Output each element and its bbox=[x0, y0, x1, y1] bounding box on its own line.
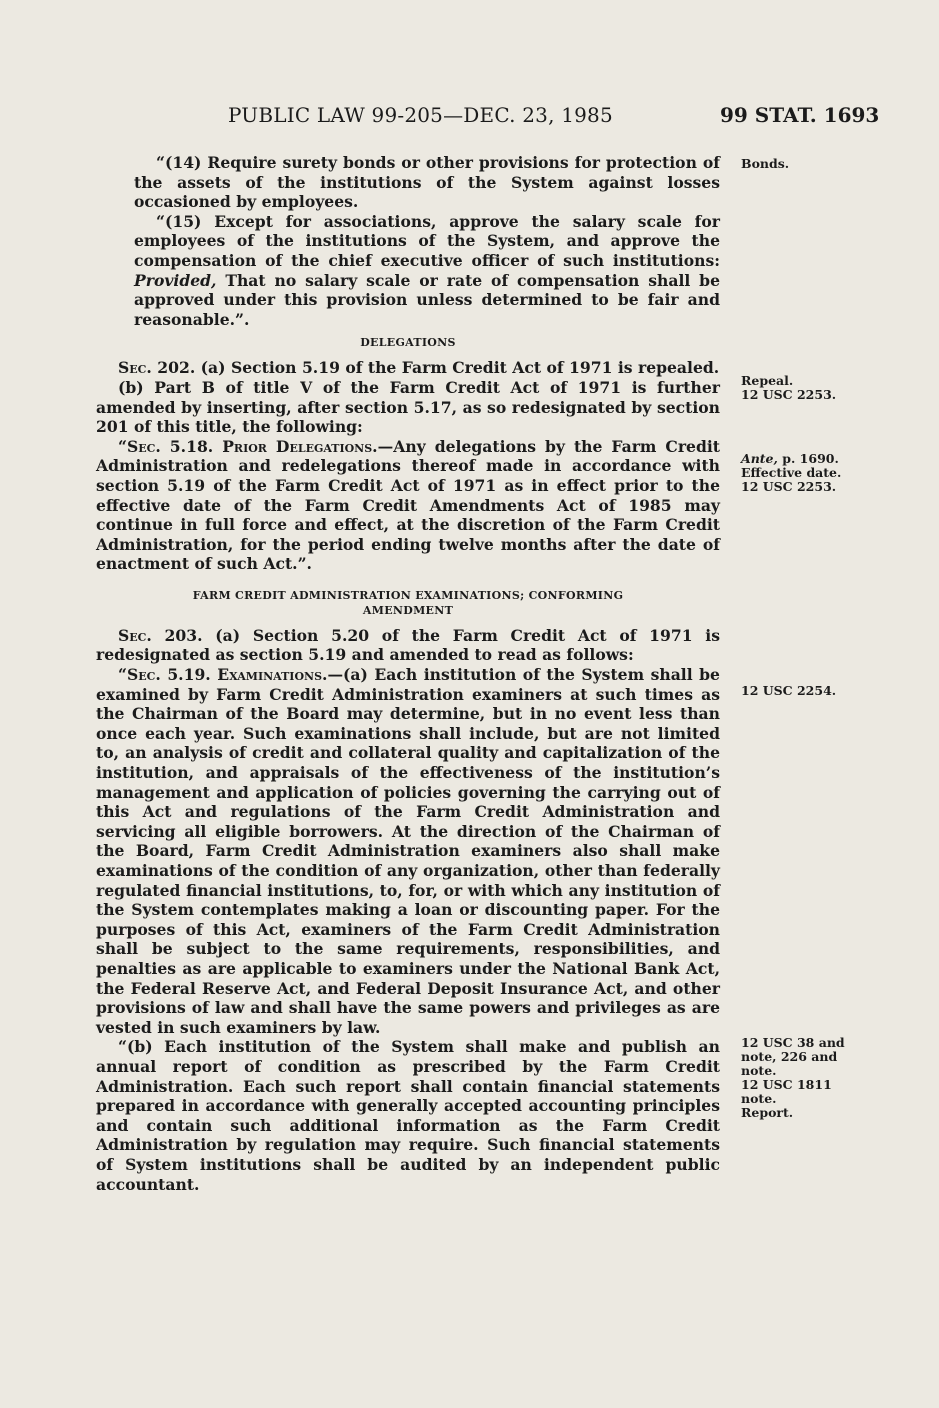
heading-delegations: DELEGATIONS bbox=[360, 336, 456, 350]
margin-note-2254: 12 USC 2254. bbox=[741, 683, 837, 698]
running-head: PUBLIC LAW 99-205—DEC. 23, 1985 bbox=[228, 103, 613, 127]
margin-note-ante: Ante, p. 1690. Effective date. 12 USC 2253. bbox=[741, 451, 842, 494]
margin-note-repeal: Repeal. 12 USC 2253. bbox=[741, 373, 837, 402]
section-caption: Examinations. bbox=[217, 665, 328, 685]
heading-examinations: FARM CREDIT ADMINISTRATION EXAMINATIONS; CONFORMING AMENDMENT bbox=[192, 588, 624, 617]
sec-203-a: Sec. 203. (a) Section 5.20 of the Farm Credit Act of 1971 is redesignated as section 5.19 and amended to read as follows: bbox=[96, 625, 720, 665]
body-text bbox=[96, 153, 720, 1194]
para-14: “(14) Require surety bonds or other provisions for protection of the assets of the institutions of the System against losses occasioned by employees. bbox=[134, 153, 720, 212]
sec-202-b: (b) Part B of title V of the Farm Credit Act of 1971 is further amended by inserting, after section 5.17, as so redesignated by section 201 of this title, the following: bbox=[96, 377, 720, 437]
sec-5-19-a: “Sec. 5.19. Examinations.—(a) Each institution of the System shall be examined by Farm Credit Administration examiners at such times as the Chairman of the Board may determine, but in no event less than once each year. Such examinations shall include, but are not limited to, an analysis of credit and collateral quality and capitalization of the institution, and appraisals of the effectiveness of the institution’s management and application of policies governing the carrying out of this Act and regulations of the Farm Credit Administration and servicing all eligible borrowers. At the direction of the Chairman of the Board, Farm Credit Administration examiners also shall make examinations of the condition of any organization, other than federally regulated financial institutions, to, for, or with which any institution of the System contemplates making a loan or discounting paper. For the purposes of this Act, examiners of the Farm Credit Administration shall be subject to the same requirements, responsibilities, and penalties as are applicable to examiners under the National Bank Act, the Federal Reserve Act, and Federal Deposit Insurance Act, and other provisions of law and shall have the same powers and privileges as are vested in such examiners by law. bbox=[96, 665, 720, 1037]
stat-page-number: 99 STAT. 1693 bbox=[720, 103, 880, 127]
sec-5-18: “Sec. 5.18. Prior Delegations.—Any delegations by the Farm Credit Administration and redelegations thereof made in accordance with section 5.19 of the Farm Credit Act of 1971 as in effect prior to the effective date of the Farm Credit Amendments Act of 1985 may continue in full force and effect, at the discretion of the Farm Credit Administration, for the period ending twelve months after the date of enactment of such Act.”. bbox=[96, 436, 720, 574]
margin-note-usc38: 12 USC 38 and note, 226 and note. 12 USC 1811 note. Report. bbox=[741, 1035, 845, 1120]
section-caption: Prior Delegations. bbox=[222, 436, 378, 456]
margin-note-bonds: Bonds. bbox=[741, 156, 790, 171]
para-15: “(15) Except for associations, approve the salary scale for employees of the institutions of the System, and approve the compensation of the chief executive officer of such institutions: Provided, That no salary scale or rate of compensation shall be approved under this provision unless determined to be fair and reasonable.”. bbox=[134, 211, 720, 329]
sec-202-a: Sec. 202. (a) Section 5.19 of the Farm Credit Act of 1971 is repealed. bbox=[118, 358, 720, 378]
sec-5-19-b: “(b) Each institution of the System shall make and publish an annual report of condition as prescribed by the Farm Credit Administration. Each such report shall contain financial statements prepared in accordance with generally accepted accounting principles and contain such additional information as the Farm Credit Administration by regulation may require. Such financial statements of System institutions shall be audited by an independent public accountant. bbox=[96, 1037, 720, 1194]
provided-word: Provided, bbox=[134, 270, 217, 290]
